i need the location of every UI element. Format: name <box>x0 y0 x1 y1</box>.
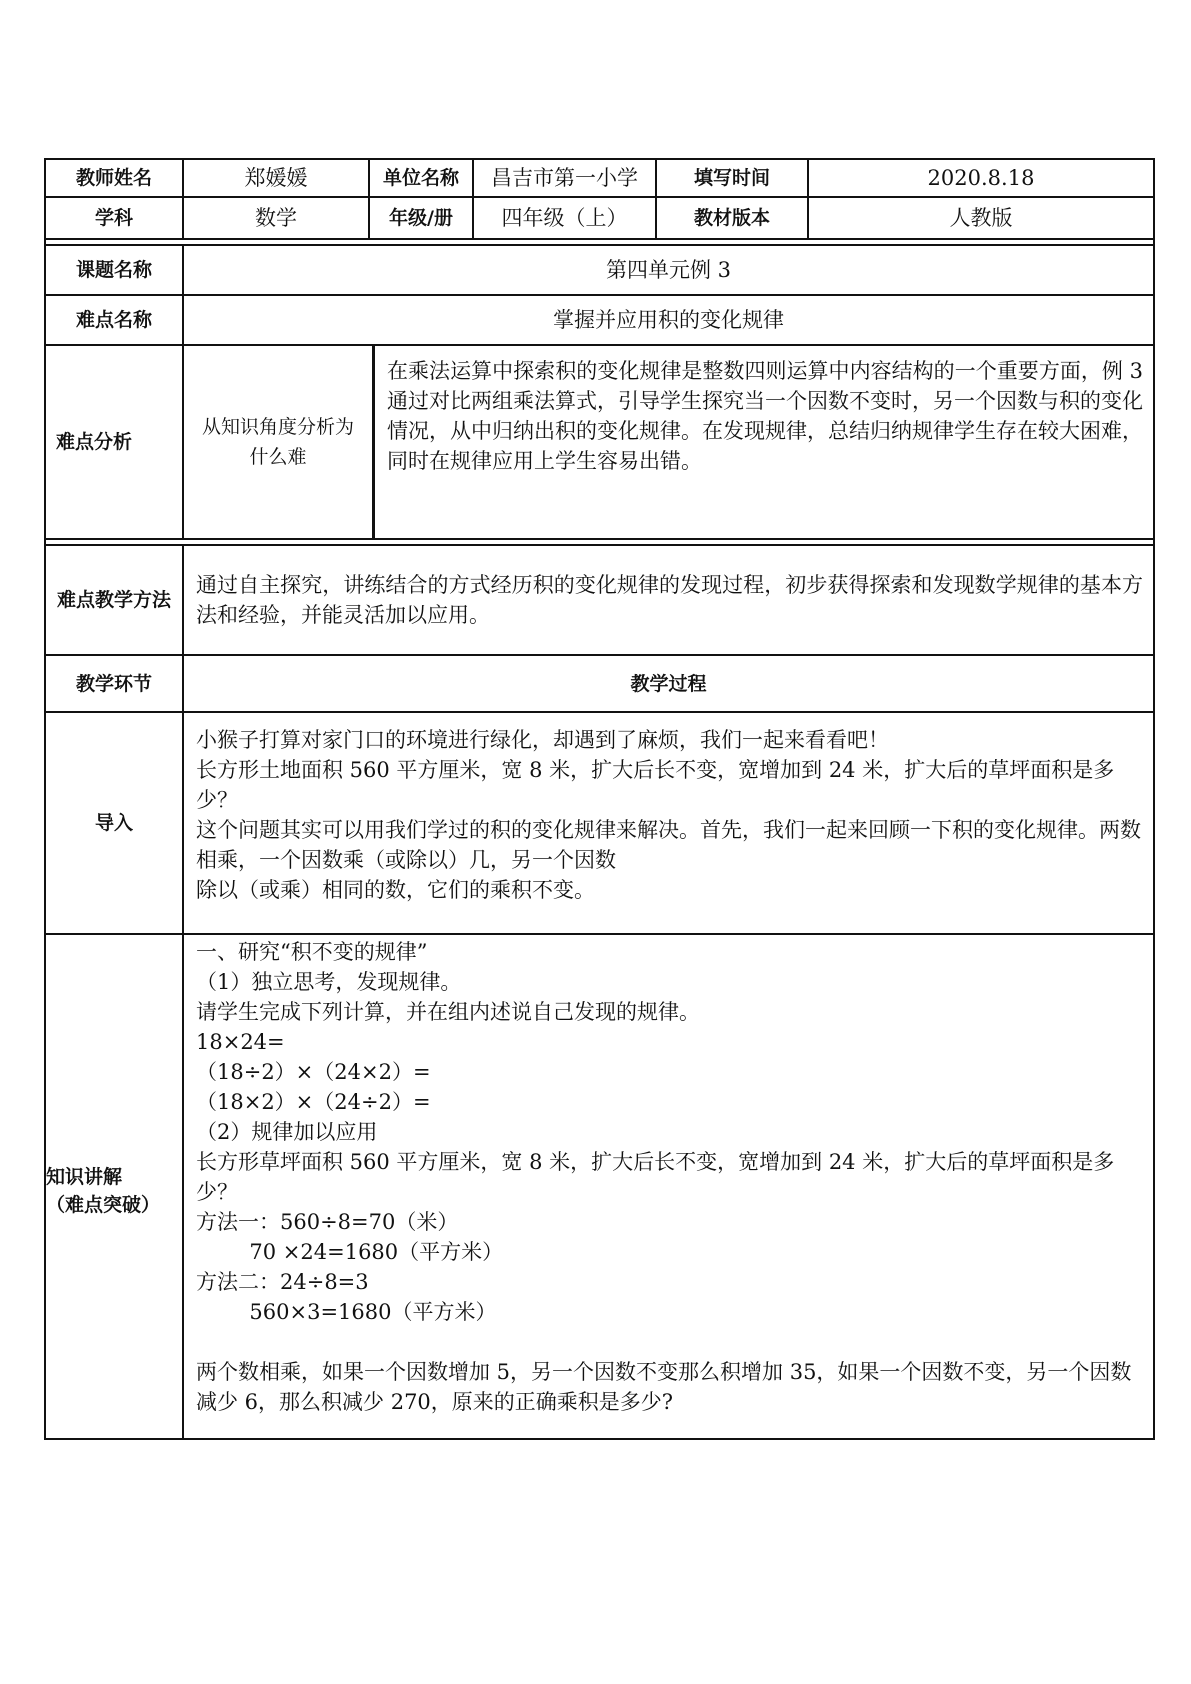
knowledge-line: 长方形草坪面积 560 平方厘米，宽 8 米，扩大后长不变，宽增加到 24 米，扩大后的草坪面积是多少？ <box>196 1150 1115 1204</box>
subject-label: 学科 <box>94 207 133 229</box>
topic-value: 第四单元例 3 <box>182 246 1153 294</box>
difficulty-row <box>44 296 1155 346</box>
time-label: 填写时间 <box>655 160 807 196</box>
knowledge-line: 560×3=1680（平方米） <box>196 1300 497 1324</box>
knowledge-line: 两个数相乘，如果一个因数增加 5，另一个因数不变那么积增加 35，如果一个因数不变，另一个因数减少 6，那么积减少 270，原来的正确乘积是多少? <box>196 1360 1132 1414</box>
intro-label: 导入 <box>94 812 133 834</box>
process-title: 教学过程 <box>182 656 1153 711</box>
analysis-sub-label: 从知识角度分析为什么难 <box>182 346 372 538</box>
intro-cell <box>182 713 1153 933</box>
grade-label: 年级/册 <box>368 198 472 238</box>
knowledge-line: 70 ×24=1680（平方米） <box>196 1240 504 1264</box>
method-row <box>44 544 1155 656</box>
intro-line: 长方形土地面积 560 平方厘米，宽 8 米，扩大后长不变，宽增加到 24 米，扩大后的草坪面积是多少？ <box>196 758 1115 812</box>
analysis-row <box>44 346 1155 540</box>
analysis-cell <box>372 346 1153 538</box>
knowledge-label-line2: （难点突破） <box>46 1193 161 1216</box>
method-cell <box>182 546 1153 654</box>
process-label: 教学环节 <box>75 672 152 695</box>
knowledge-row <box>44 935 1155 1440</box>
analysis-label: 难点分析 <box>56 431 133 453</box>
topic-label: 课题名称 <box>75 259 152 281</box>
topic-row <box>44 244 1155 296</box>
knowledge-line: （1）独立思考，发现规律。 <box>196 970 462 994</box>
knowledge-line: 方法一：560÷8=70（米） <box>196 1210 459 1234</box>
process-header-row <box>44 656 1155 713</box>
knowledge-line: 方法二：24÷8=3 <box>196 1270 369 1294</box>
time-value: 2020.8.18 <box>807 160 1153 196</box>
intro-line: 小猴子打算对家门口的环境进行绿化，却遇到了麻烦，我们一起来看看吧！ <box>196 728 889 752</box>
knowledge-line: （2）规律加以应用 <box>196 1120 378 1144</box>
subject-value: 数学 <box>182 198 368 238</box>
knowledge-line <box>196 1327 1143 1357</box>
knowledge-line: 一、研究“积不变的规律” <box>196 940 428 964</box>
difficulty-value: 掌握并应用积的变化规律 <box>182 296 1153 344</box>
intro-row <box>44 713 1155 935</box>
unit-label: 单位名称 <box>368 160 472 196</box>
knowledge-line: （18÷2）×（24×2）= <box>196 1060 431 1084</box>
header-row-2 <box>44 198 1155 240</box>
edition-value: 人教版 <box>807 198 1153 238</box>
analysis-text: 在乘法运算中探索积的变化规律是整数四则运算中内容结构的一个重要方面，例 3 通过对比两组乘法算式，引导学生探究当一个因数不变时，另一个因数与积的变化情况，从中归纳出积的变化规律。在发现规律，总结归纳规律学生存在较大困难，同时在规律应用上学生容易出错。 <box>387 359 1143 473</box>
knowledge-line: （18×2）×（24÷2）= <box>196 1090 431 1114</box>
lesson-plan-table <box>44 158 1155 1440</box>
intro-line: 这个问题其实可以用我们学过的积的变化规律来解决。首先，我们一起来回顾一下积的变化规律。两数相乘，一个因数乘（或除以）几，另一个因数 <box>196 818 1141 872</box>
knowledge-line: 18×24= <box>196 1030 285 1054</box>
knowledge-label-line1: 知识讲解 <box>46 1165 123 1188</box>
knowledge-text <box>184 935 1153 1417</box>
grade-value: 四年级（上） <box>472 198 655 238</box>
difficulty-label: 难点名称 <box>75 309 152 331</box>
method-label: 难点教学方法 <box>56 589 171 611</box>
intro-text <box>184 713 1153 905</box>
header-row-1 <box>44 158 1155 198</box>
intro-line: 除以（或乘）相同的数，它们的乘积不变。 <box>196 878 595 902</box>
teacher-value: 郑媛媛 <box>182 160 368 196</box>
knowledge-cell <box>182 935 1153 1438</box>
knowledge-label <box>46 935 182 1438</box>
teacher-label: 教师姓名 <box>75 167 152 189</box>
method-text: 通过自主探究，讲练结合的方式经历积的变化规律的发现过程，初步获得探索和发现数学规律的基本方法和经验，并能灵活加以应用。 <box>196 573 1143 627</box>
edition-label: 教材版本 <box>655 198 807 238</box>
knowledge-line: 请学生完成下列计算，并在组内述说自己发现的规律。 <box>196 1000 700 1024</box>
unit-value: 昌吉市第一小学 <box>472 160 655 196</box>
